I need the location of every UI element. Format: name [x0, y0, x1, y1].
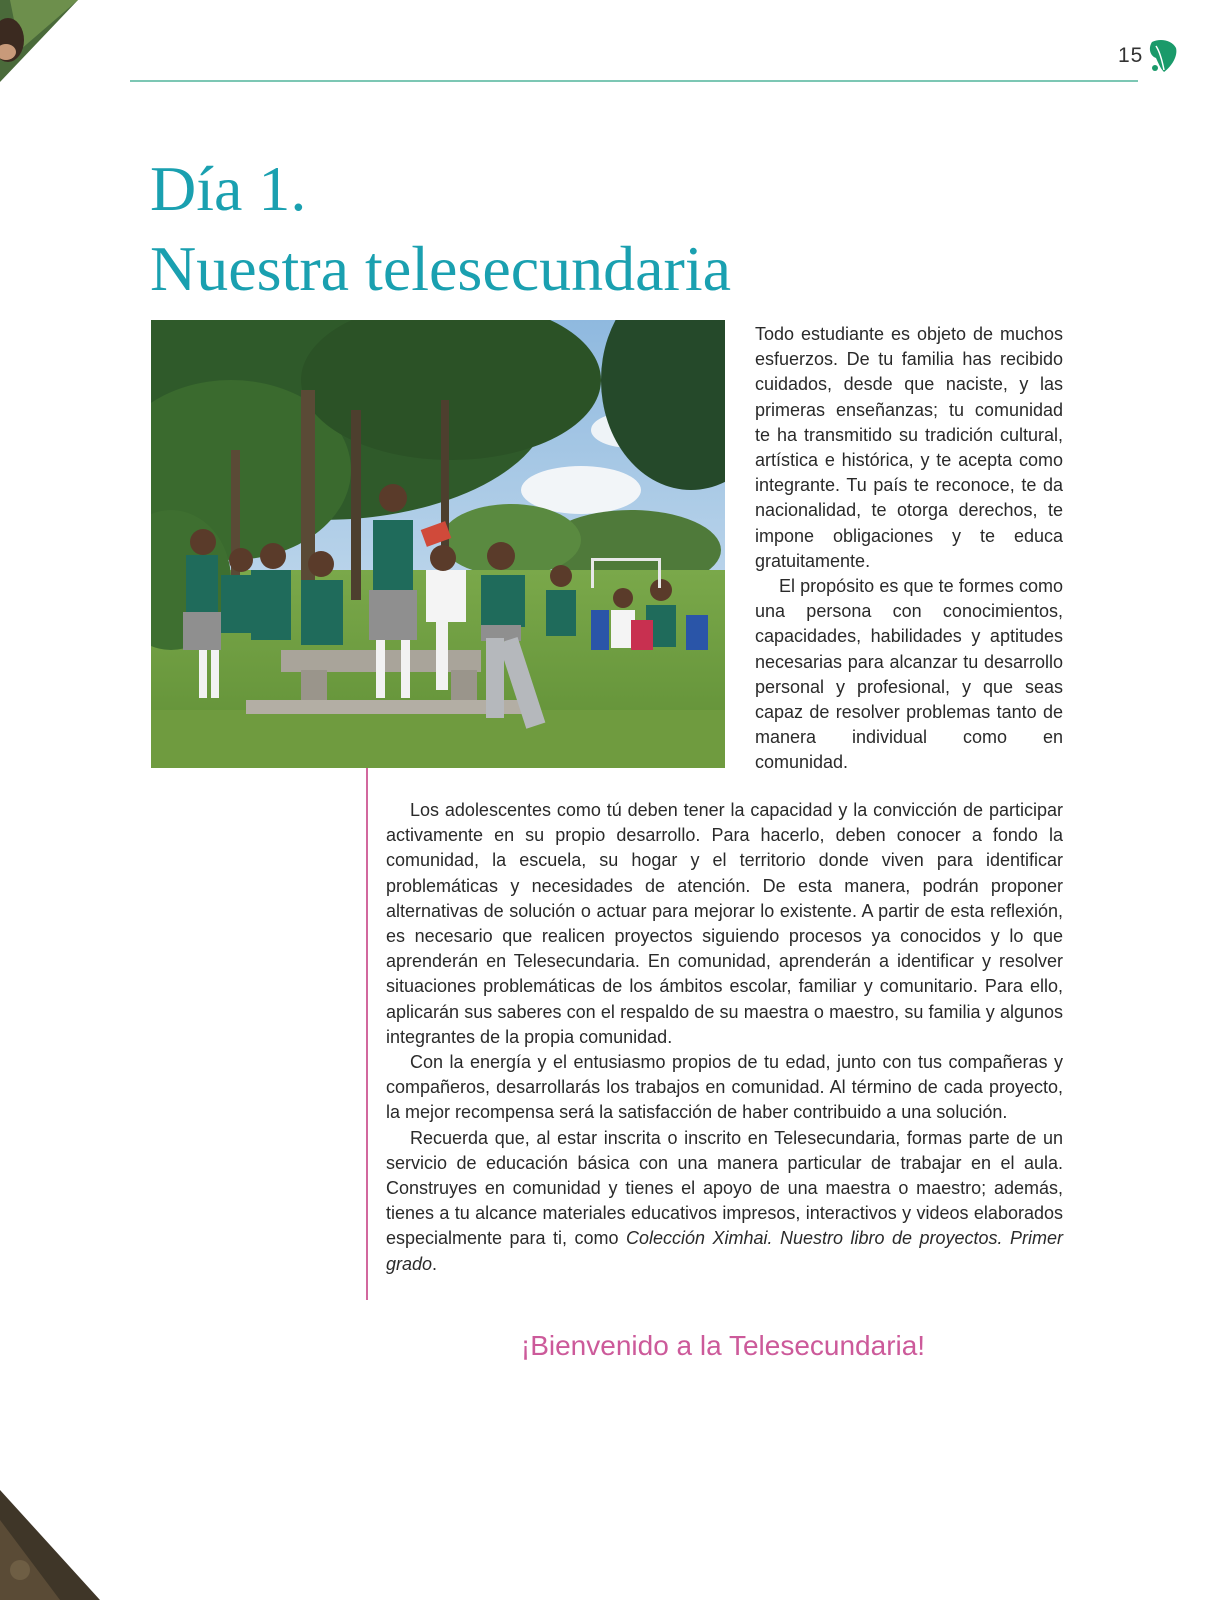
page-number: 15 [1118, 44, 1144, 67]
paragraph-5 [386, 1126, 1063, 1277]
paragraph-4: Con la energía y el entusiasmo propios de tu edad, junto con tus compañeras y compañeros, desarrollarás los trabajos en comunidad. Al término de cada proyecto, la mejor recompensa será la satisfacción de haber contribuido a una solución. [386, 1052, 1063, 1123]
intro-text-column [755, 322, 1063, 776]
welcome-message: ¡Bienvenido a la Telesecundaria! [520, 1330, 926, 1361]
paragraph-5-end: . [432, 1253, 438, 1274]
paragraph-1: Todo estudiante es objeto de muchos esfuerzos. De tu familia has recibido cuidados, desde que naciste, y las primeras enseñanzas; tu comunidad te ha transmitido su tradición cultural, artística e histórica, y te acepta como integrante. Tu país te reconoce, te da nacionalidad, te otorga derechos, te impone obligaciones y te educa gratuitamente. [755, 324, 1063, 571]
corner-photo-bottom-left [0, 1490, 100, 1600]
paragraph-2: El propósito es que te formes como una persona con conocimientos, capacidades, habilidades y aptitudes necesarias para alcanzar tu desarrollo personal y profesional, y que seas capaz de resolver problemas tanto de manera individual como en comunidad. [755, 576, 1063, 773]
corner-photo-top-left [0, 0, 90, 90]
header-rule [130, 80, 1138, 82]
paragraph-5-text: Recuerda que, al estar inscrita o inscrito en Telesecundaria, formas parte de un servicio de educación básica con una manera particular de trabajar en el aula. Construyes en comunidad y tienes el apoyo de una maestra o maestro; además, tienes a tu alcance materiales educativos impresos, interactivos y videos elaborados especialmente para ti, como [386, 1127, 1063, 1249]
paragraph-3: Los adolescentes como tú deben tener la capacidad y la convicción de participar activamente en su propio desarrollo. Para hacerlo, deben conocer a fondo la comunidad, la escuela, su hogar y el territorio donde viven para identificar problemáticas y necesidades de atención. De esta manera, podrán proponer alternativas de solución o actuar para mejorar lo existente. A partir de esta reflexión, es necesario que realicen proyectos siguiendo procesos ya conocidos y lo que aprenderán en Telesecundaria. En comunidad, aprenderán a identificar y resolver situaciones problemáticas de los ámbitos escolar, familiar y comunitario. Para ello, aplicarán sus saberes con el respaldo de su maestra o maestro, su familia y algunos integrantes de la propia comunidad. [386, 800, 1063, 1047]
page-title: Nuestra telesecundaria [150, 233, 732, 304]
vertical-divider [366, 768, 368, 1300]
leaf-icon [1146, 38, 1178, 74]
page-title-day: Día 1. [150, 153, 307, 224]
book-title: Colección Ximhai. Nuestro libro de proyectos. Primer grado [386, 1228, 1063, 1274]
students-photo [151, 320, 725, 768]
main-text-column [386, 798, 1063, 1277]
